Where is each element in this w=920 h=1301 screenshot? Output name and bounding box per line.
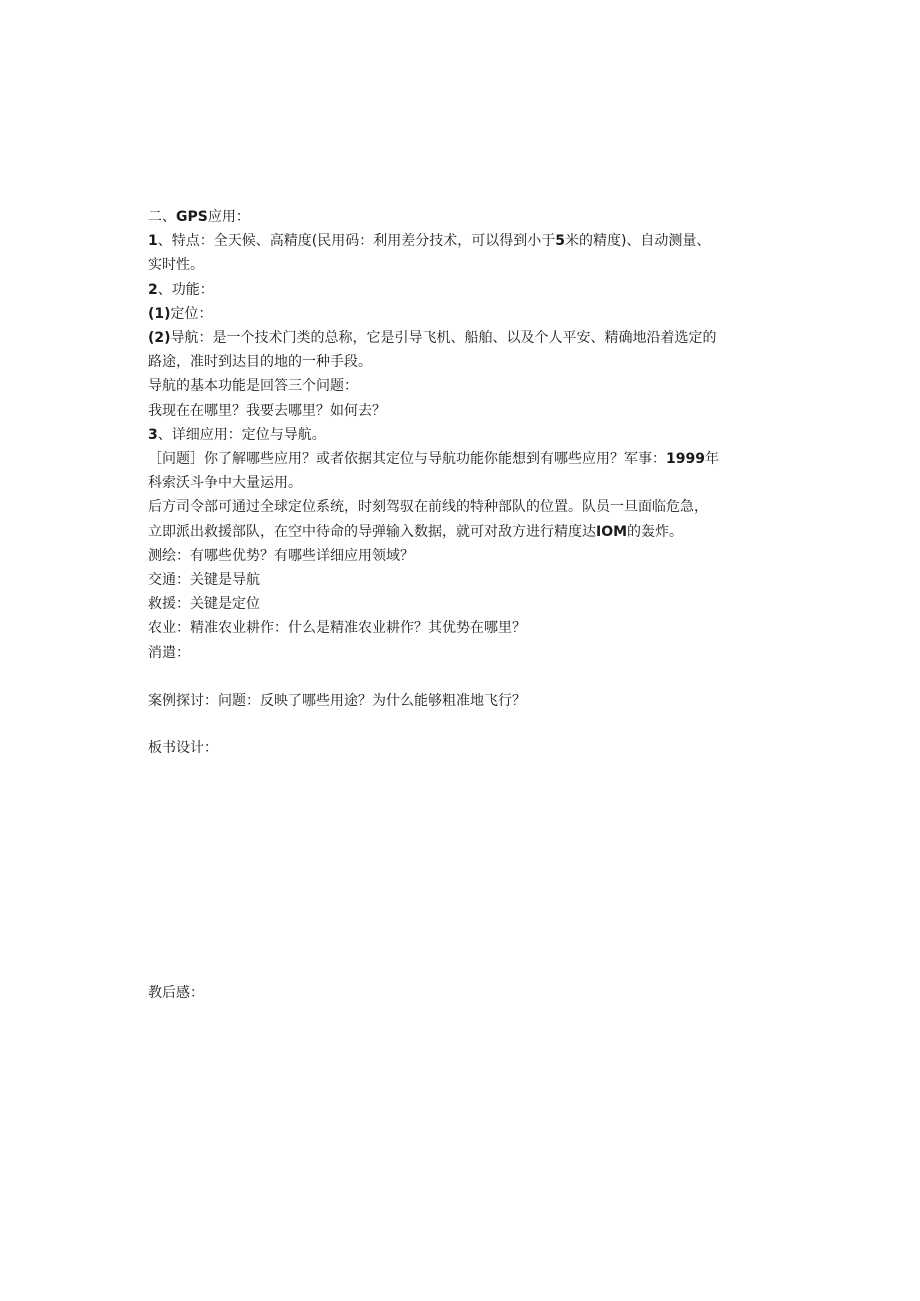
rear-command-line-1: 后方司令部可通过全球定位系统，时刻驾驭在前线的特种部队的位置。队员一旦面临危急， bbox=[148, 499, 708, 516]
heading-prefix: 二、 bbox=[148, 209, 176, 225]
nav-basic-function: 导航的基本功能是回答三个问题： bbox=[148, 378, 358, 395]
sub-2-text: 导航：是一个技术门类的总称，它是引导飞机、船舶、以及个人平安、精确地沿着选定的 bbox=[170, 330, 717, 347]
question-text-a: ［问题］你了解哪些应用？或者依据其定位与导航功能你能想到有哪些应用？军事： bbox=[148, 451, 666, 468]
item-3-number: 3 bbox=[148, 426, 158, 443]
section-heading bbox=[148, 205, 778, 229]
rear-line-2-bold: IOM bbox=[596, 523, 628, 540]
question-text-b: 年 bbox=[704, 451, 719, 468]
sub-1-text: 定位： bbox=[170, 305, 213, 322]
sub-item-navigation-continuation: 路途，准时到达目的地的一种手段。 bbox=[148, 354, 372, 371]
question-continuation: 科索沃斗争中大量运用。 bbox=[148, 475, 302, 492]
sub-1-number: (1) bbox=[148, 305, 171, 322]
leisure-line: 消遣： bbox=[148, 644, 190, 661]
rear-line-2-text-b: 的轰炸。 bbox=[627, 523, 684, 540]
item-2-number: 2 bbox=[148, 281, 158, 298]
item-1-number: 1 bbox=[148, 233, 158, 250]
case-study-line: 案例探讨：问题：反映了哪些用途？为什么能够粗准地飞行？ bbox=[148, 693, 526, 710]
survey-line: 测绘：有哪些优势？有哪些详细应用领域？ bbox=[148, 547, 414, 564]
blank-spacer bbox=[148, 665, 778, 689]
item-1-continuation: 实时性。 bbox=[148, 257, 204, 274]
sub-2-number: (2) bbox=[148, 330, 171, 347]
rescue-line: 救援：关键是定位 bbox=[148, 596, 260, 613]
question-year: 1999 bbox=[666, 451, 705, 468]
nav-three-questions: 我现在在哪里？我要去哪里？如何去？ bbox=[148, 402, 386, 419]
reflection-label: 教后感： bbox=[148, 985, 204, 1001]
item-3-applications bbox=[148, 423, 778, 447]
heading-suffix: 应用： bbox=[207, 209, 250, 225]
sub-item-positioning bbox=[148, 302, 778, 326]
item-1-text-b: 米的精度)、自动测量、 bbox=[564, 233, 711, 250]
item-1-features bbox=[148, 229, 778, 253]
traffic-line: 交通：关键是导航 bbox=[148, 572, 260, 589]
document-body bbox=[148, 205, 778, 713]
rear-command-line-2 bbox=[148, 520, 778, 544]
sub-item-navigation bbox=[148, 326, 778, 350]
agriculture-line: 农业：精准农业耕作：什么是精准农业耕作？其优势在哪里？ bbox=[148, 620, 526, 637]
item-1-bold-number: 5 bbox=[555, 233, 565, 250]
question-line bbox=[148, 447, 778, 471]
item-2-functions bbox=[148, 278, 778, 302]
item-2-text: 、功能： bbox=[157, 281, 214, 298]
heading-gps: GPS bbox=[176, 209, 208, 225]
item-3-text: 、详细应用：定位与导航。 bbox=[157, 426, 326, 443]
rear-line-2-text-a: 立即派出救援部队，在空中待命的导弹输入数据，就可对敌方进行精度达 bbox=[148, 523, 596, 540]
item-1-text-a: 、特点：全天候、高精度(民用码：利用差分技术，可以得到小于 bbox=[157, 233, 556, 250]
board-design-label: 板书设计： bbox=[148, 740, 218, 756]
